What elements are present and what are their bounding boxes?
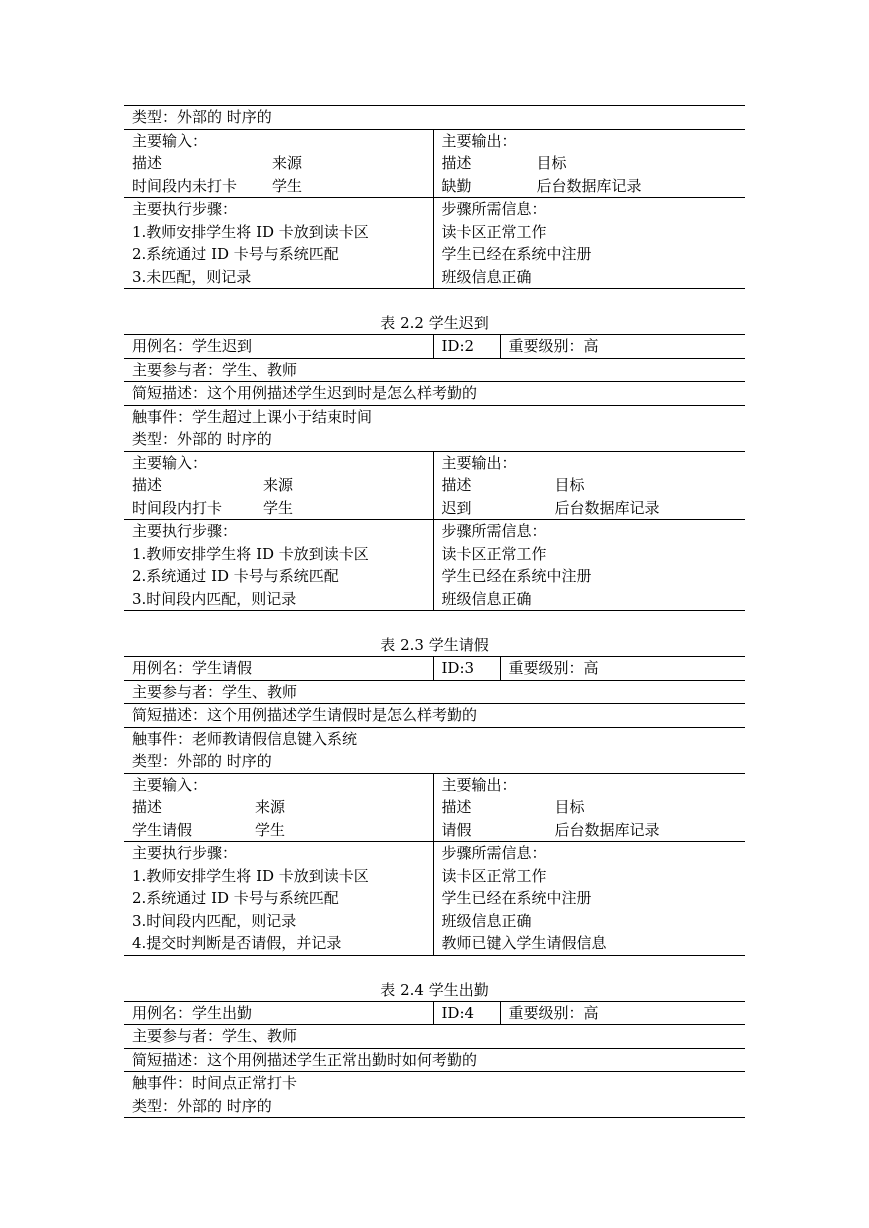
steps-row — [124, 198, 745, 289]
actors-cell: 主要参与者：学生、教师 — [124, 358, 745, 382]
usecase-cell: 用例名：学生请假 — [124, 657, 433, 681]
info-cell: 步骤所需信息： 读卡区正常工作 学生已经在系统中注册 班级信息正确 教师已键入学生请假信息 — [433, 842, 745, 956]
document-page — [124, 105, 745, 1118]
table-absence-continued — [124, 105, 745, 289]
id-cell: ID:4 — [433, 1001, 500, 1025]
steps-cell: 主要执行步骤： 1.教师安排学生将 ID 卡放到读卡区 2.系统通过 ID 卡号与系统匹配 3.未匹配，则记录 — [124, 198, 433, 289]
level-cell: 重要级别：高 — [500, 1001, 745, 1025]
trigger-type-cell: 触事件：学生超过上课小于结束时间 类型：外部的 时序的 — [124, 405, 745, 451]
table-leave — [124, 656, 745, 956]
level-cell: 重要级别：高 — [500, 335, 745, 359]
type-cell: 类型：外部的 时序的 — [124, 106, 745, 130]
id-cell: ID:3 — [433, 657, 500, 681]
steps-row — [124, 520, 745, 611]
brief-cell: 简短描述：这个用例描述学生迟到时是怎么样考勤的 — [124, 382, 745, 406]
table-late — [124, 334, 745, 611]
table-attendance — [124, 1001, 745, 1119]
inputs-cell: 主要输入： 描述 来源 学生请假 学生 — [124, 773, 433, 842]
outputs-cell: 主要输出： 描述 目标 迟到 后台数据库记录 — [433, 451, 745, 520]
brief-cell: 简短描述：这个用例描述学生请假时是怎么样考勤的 — [124, 704, 745, 728]
actors-cell: 主要参与者：学生、教师 — [124, 1025, 745, 1049]
trigger-type-cell: 触事件：时间点正常打卡 类型：外部的 时序的 — [124, 1072, 745, 1118]
table-caption: 表 2.2 学生迟到 — [380, 314, 489, 332]
table-caption: 表 2.4 学生出勤 — [380, 980, 489, 999]
inputs-cell: 主要输入： 描述 来源 时间段内未打卡 学生 — [124, 129, 433, 198]
usecase-row — [124, 1001, 745, 1025]
usecase-cell: 用例名：学生迟到 — [124, 335, 433, 359]
io-row — [124, 773, 745, 842]
usecase-row — [124, 657, 745, 681]
table-caption: 表 2.3 学生请假 — [380, 636, 489, 654]
brief-cell: 简短描述：这个用例描述学生正常出勤时如何考勤的 — [124, 1048, 745, 1072]
io-row — [124, 129, 745, 198]
usecase-row — [124, 335, 745, 359]
outputs-cell: 主要输出： 描述 目标 缺勤 后台数据库记录 — [433, 129, 745, 198]
level-cell: 重要级别：高 — [500, 657, 745, 681]
actors-cell: 主要参与者：学生、教师 — [124, 680, 745, 704]
id-cell: ID:2 — [433, 335, 500, 359]
steps-row — [124, 842, 745, 956]
type-row — [124, 106, 745, 130]
outputs-cell: 主要输出： 描述 目标 请假 后台数据库记录 — [433, 773, 745, 842]
info-cell: 步骤所需信息： 读卡区正常工作 学生已经在系统中注册 班级信息正确 — [433, 198, 745, 289]
steps-cell: 主要执行步骤： 1.教师安排学生将 ID 卡放到读卡区 2.系统通过 ID 卡号与系统匹配 3.时间段内匹配，则记录 — [124, 520, 433, 611]
usecase-cell: 用例名：学生出勤 — [124, 1001, 433, 1025]
info-cell: 步骤所需信息： 读卡区正常工作 学生已经在系统中注册 班级信息正确 — [433, 520, 745, 611]
steps-cell: 主要执行步骤： 1.教师安排学生将 ID 卡放到读卡区 2.系统通过 ID 卡号与系统匹配 3.时间段内匹配，则记录 4.提交时判断是否请假，并记录 — [124, 842, 433, 956]
trigger-type-cell: 触事件：老师教请假信息键入系统 类型：外部的 时序的 — [124, 727, 745, 773]
io-row — [124, 451, 745, 520]
inputs-cell: 主要输入： 描述 来源 时间段内打卡 学生 — [124, 451, 433, 520]
